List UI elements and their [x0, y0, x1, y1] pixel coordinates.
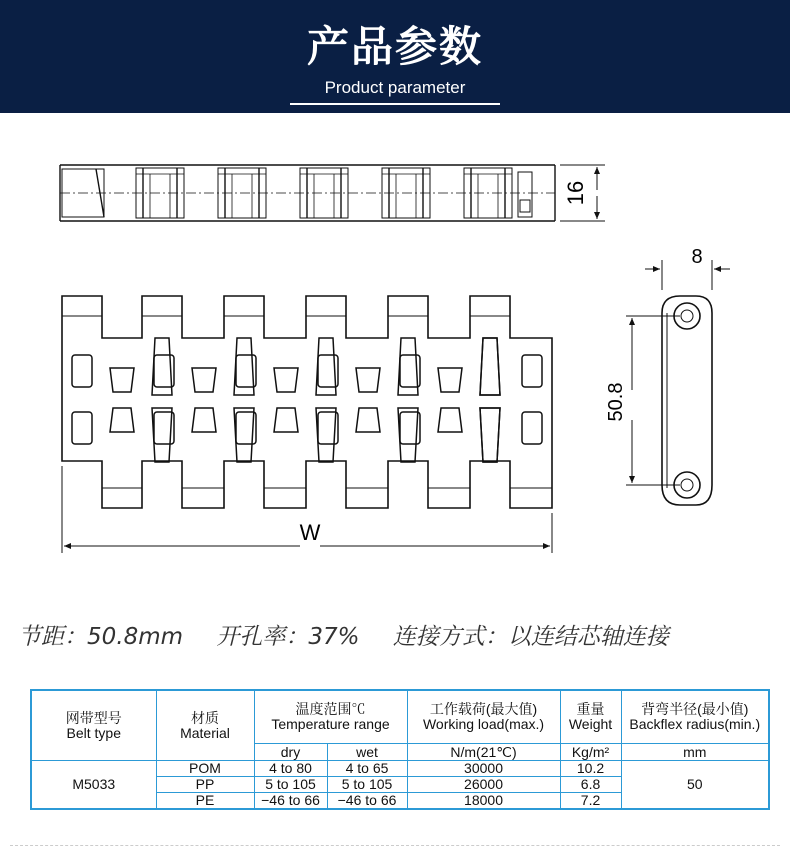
spec-summary [18, 618, 788, 651]
dimension-link-width [645, 260, 730, 290]
cell-backflex: 50 [621, 761, 769, 810]
subheader-weight-unit: Kg/m² [560, 744, 621, 761]
bottom-divider [10, 845, 780, 846]
belt-top-view [62, 296, 552, 508]
cell-wet: −46 to 66 [327, 793, 407, 810]
header-banner [0, 0, 790, 113]
belt-technical-drawing [0, 140, 790, 580]
parameter-table [30, 689, 770, 810]
cell-material: POM [156, 761, 254, 777]
dimension-belt-width-label: W [299, 520, 321, 545]
dimension-pitch [626, 316, 680, 485]
page-subtitle: Product parameter [324, 78, 466, 97]
dimension-thickness-label: 16 [563, 180, 588, 206]
cell-material: PE [156, 793, 254, 810]
cell-load: 18000 [407, 793, 560, 810]
header-belt-type: 网带型号 Belt type [31, 690, 156, 761]
spec-open-area: 开孔率：37% [216, 624, 360, 650]
cell-wet: 5 to 105 [327, 777, 407, 793]
cell-dry: 5 to 105 [254, 777, 327, 793]
header-material: 材质 Material [156, 690, 254, 761]
belt-openings [72, 338, 542, 462]
cell-weight: 7.2 [560, 793, 621, 810]
cell-weight: 6.8 [560, 777, 621, 793]
dimension-link-width-label: 8 [691, 246, 703, 268]
header-working-load: 工作载荷(最大值) Working load(max.) [407, 690, 560, 744]
header-weight: 重量 Weight [560, 690, 621, 744]
subheader-load-unit: N/m(21℃) [407, 744, 560, 761]
link-profile-view [662, 296, 712, 505]
subheader-backflex-unit: mm [621, 744, 769, 761]
cell-weight: 10.2 [560, 761, 621, 777]
cell-load: 26000 [407, 777, 560, 793]
table-row [31, 761, 769, 777]
header-backflex: 背弯半径(最小值) Backflex radius(min.) [621, 690, 769, 744]
cell-dry: −46 to 66 [254, 793, 327, 810]
cell-wet: 4 to 65 [327, 761, 407, 777]
cell-belt-type: M5033 [31, 761, 156, 810]
header-underline [290, 103, 500, 105]
header-temperature: 温度范围℃ Temperature range [254, 690, 407, 744]
cell-load: 30000 [407, 761, 560, 777]
dimension-pitch-label: 50.8 [605, 382, 627, 422]
spec-pitch: 节距：50.8mm [18, 624, 184, 650]
subheader-wet: wet [327, 744, 407, 761]
cell-material: PP [156, 777, 254, 793]
page-title: 产品参数 [306, 22, 483, 71]
cell-dry: 4 to 80 [254, 761, 327, 777]
subheader-dry: dry [254, 744, 327, 761]
belt-side-view [60, 165, 555, 221]
spec-connection: 连接方式：以连结芯轴连接 [392, 624, 669, 650]
